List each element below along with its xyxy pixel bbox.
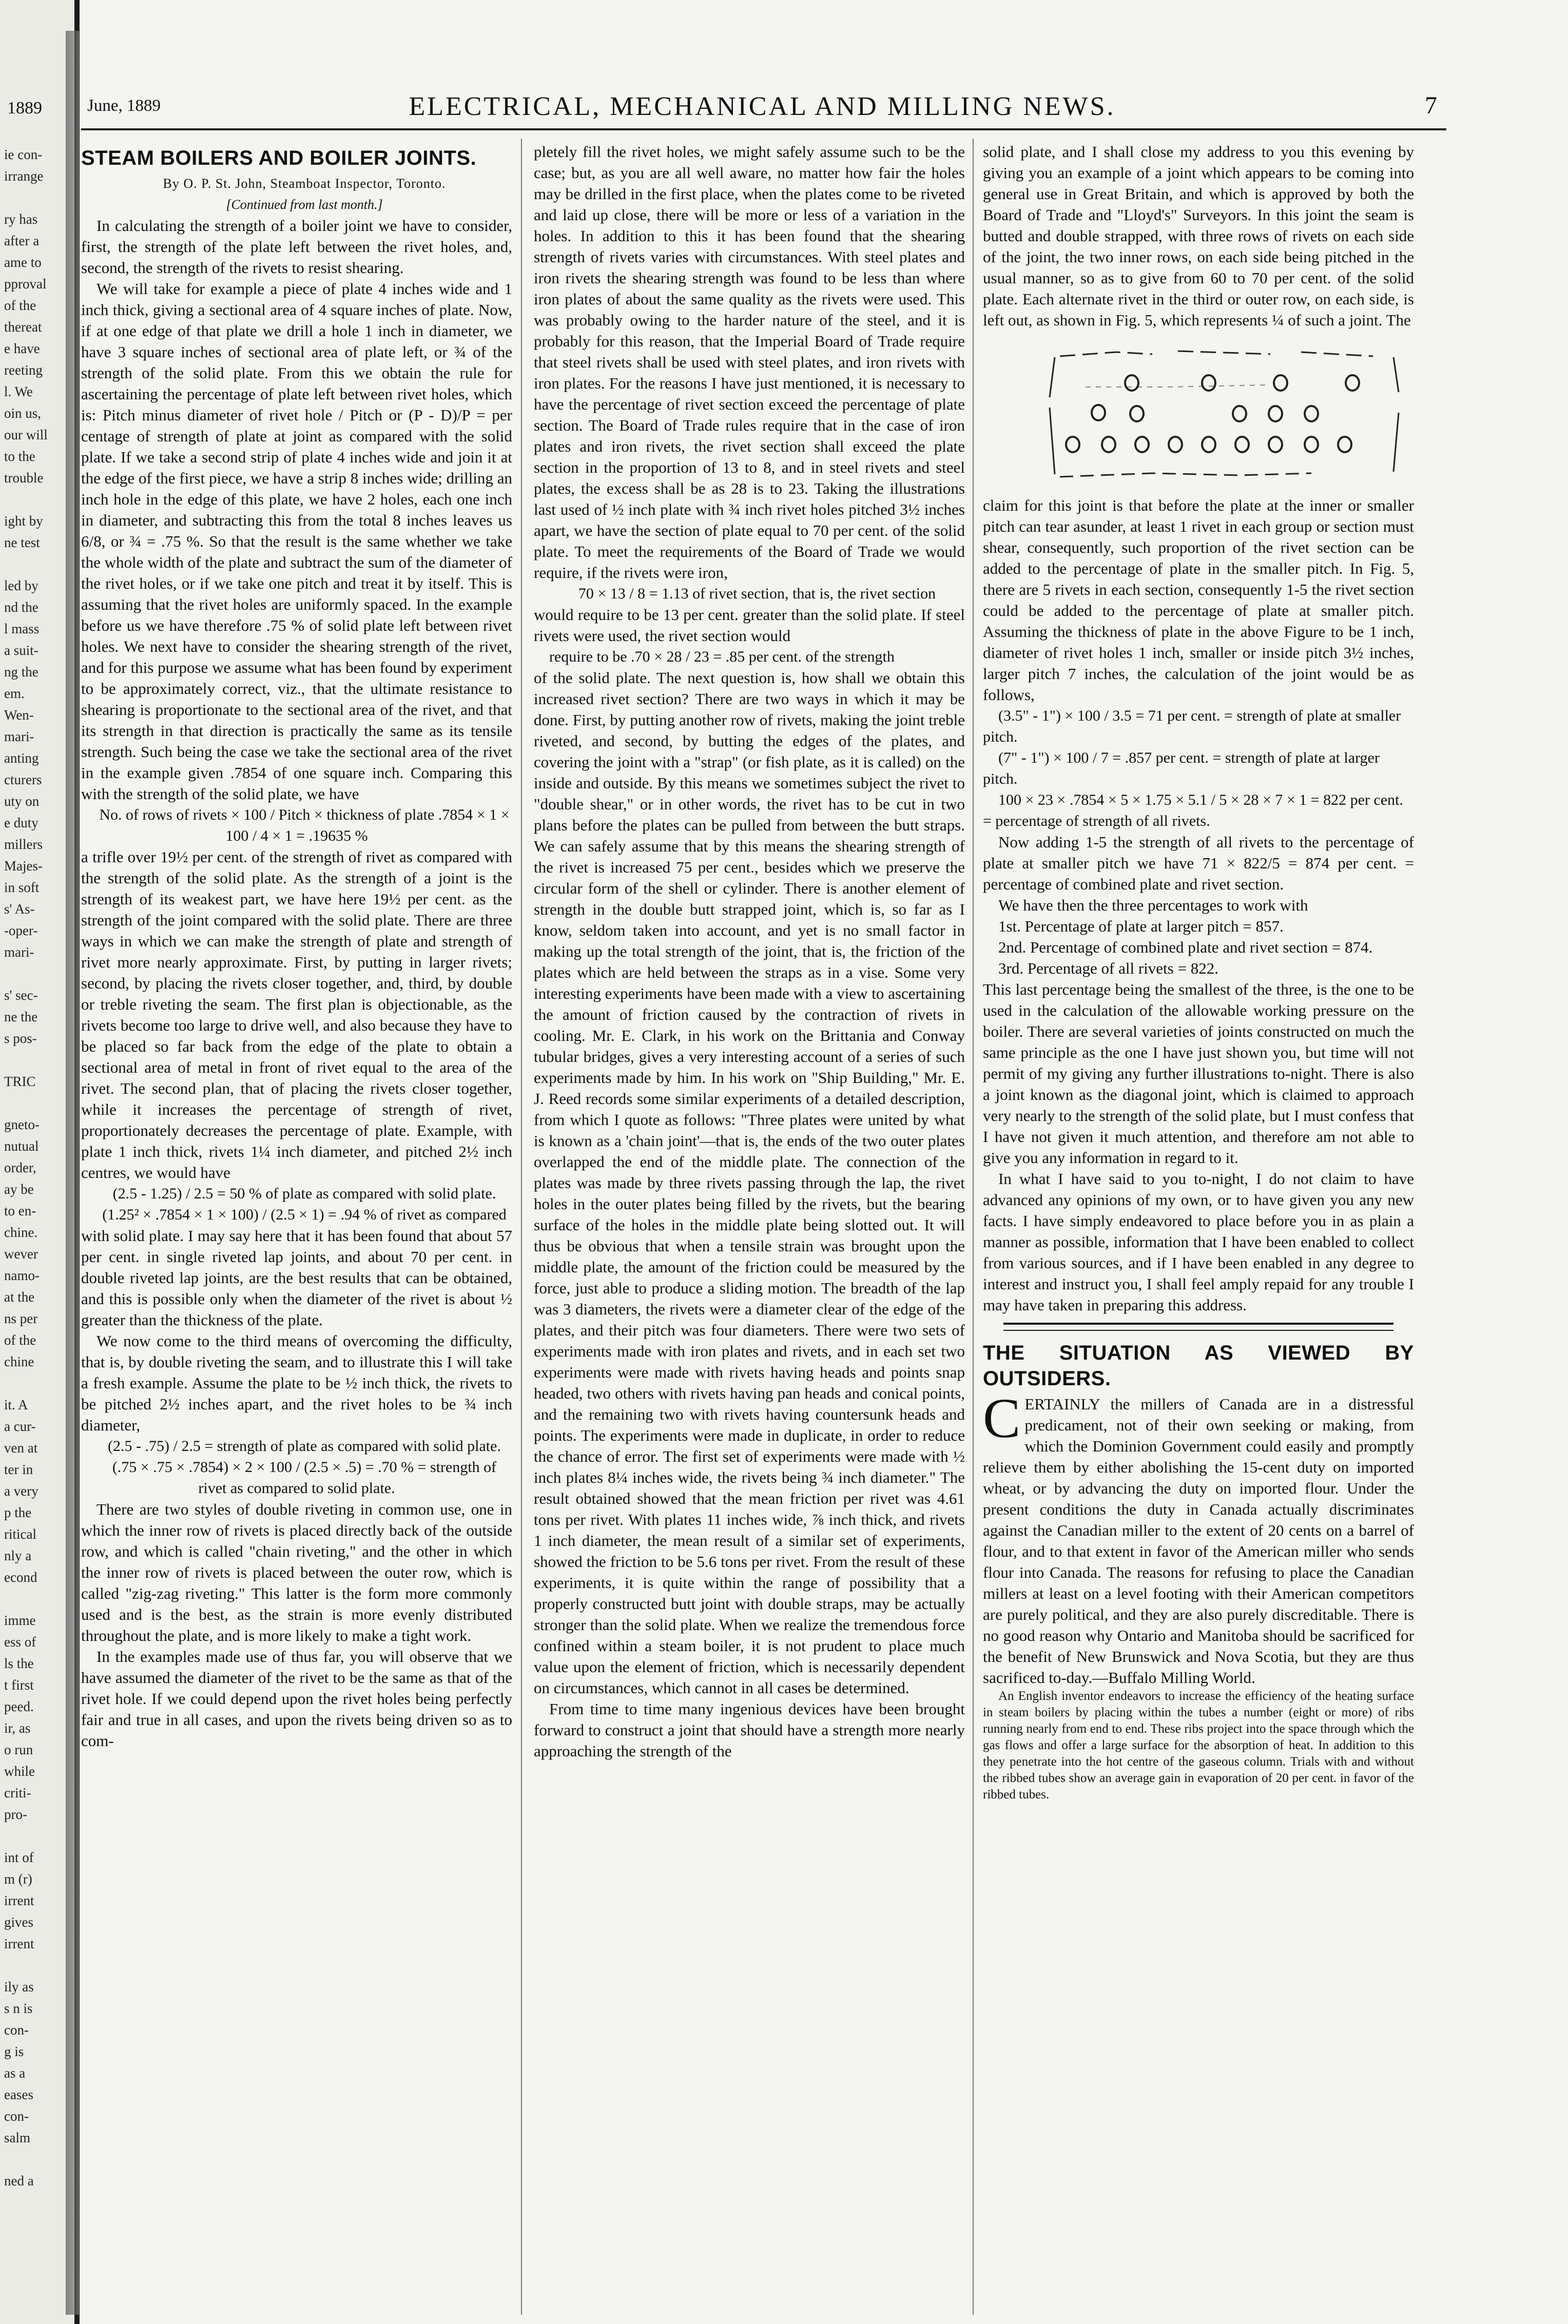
- adjacent-page-fragment: ns per: [4, 1311, 38, 1326]
- adjacent-page-fragment: -oper-: [4, 923, 38, 938]
- adjacent-page-fragment: wever: [4, 1246, 38, 1262]
- adjacent-page-fragment: after a: [4, 233, 40, 248]
- adjacent-page-fragment: salm: [4, 2130, 30, 2145]
- adjacent-page-fragment: gives: [4, 1914, 33, 1930]
- formula: 70 × 13 / 8 = 1.13 of rivet section, that is, the rivet section: [578, 585, 936, 602]
- column-divider: [521, 139, 522, 2315]
- adjacent-page-fragment: oin us,: [4, 405, 42, 421]
- adjacent-page-fragment: in soft: [4, 880, 40, 895]
- adjacent-page-fragment: reeting: [4, 362, 43, 378]
- adjacent-page-fragment: pproval: [4, 276, 47, 292]
- adjacent-page-fragment: uty on: [4, 793, 40, 809]
- adjacent-page-fragment: our will: [4, 427, 48, 442]
- formula: 100 × 23 × .7854 × 5 × 1.75 × 5.1 / 5 × 28 × 7 × 1 = 822 per cent. = percentage of strength of all rivets.: [983, 791, 1403, 829]
- adjacent-page-fragment: ie con-: [4, 147, 43, 162]
- adjacent-page-fragment: e have: [4, 341, 40, 356]
- adjacent-page-fragment: anting: [4, 750, 39, 766]
- adjacent-page-fragment: ne test: [4, 535, 40, 550]
- adjacent-page-fragment: thereat: [4, 319, 42, 335]
- adjacent-page-fragment: g is: [4, 2044, 24, 2059]
- adjacent-page-fragment: order,: [4, 1160, 36, 1175]
- adjacent-page-fragment: l. We: [4, 384, 33, 399]
- adjacent-page-fragment: int of: [4, 1850, 34, 1865]
- adjacent-page-fragment: imme: [4, 1613, 36, 1628]
- adjacent-page-fragment: gneto-: [4, 1117, 40, 1132]
- binding-gutter: [66, 31, 79, 2315]
- adjacent-page-fragment: ir, as: [4, 1720, 31, 1736]
- adjacent-page-fragment: a very: [4, 1483, 38, 1499]
- adjacent-page-fragment: Majes-: [4, 858, 43, 874]
- adjacent-page-fragment: l mass: [4, 621, 40, 636]
- adjacent-page-fragment: chine.: [4, 1225, 38, 1240]
- formula: No. of rows of rivets × 100 / Pitch × thickness of plate .7854 × 1 × 100 / 4 × 1 = .19635 %: [99, 806, 510, 844]
- section-rule: [1003, 1323, 1393, 1331]
- paragraph: [983, 1387, 1414, 1688]
- adjacent-page-fragment: ess of: [4, 1634, 36, 1650]
- adjacent-page-fragment: m (r): [4, 1871, 32, 1887]
- adjacent-page-fragment: cturers: [4, 772, 42, 787]
- article-title: STEAM BOILERS AND BOILER JOINTS.: [81, 147, 477, 169]
- paragraph: with solid plate. I may say here that it has been found that about 57 per cent. in single riveted lap joints, and about 70 per cent. in double riveted lap joints, are the best results that can be obtained, and this is possible only when the diameter of the rivet is about ½ greater than the thickness of the plate.: [81, 1227, 512, 1329]
- adjacent-page-fragment: of the: [4, 298, 36, 313]
- adjacent-page-fragment: ritical: [4, 1526, 36, 1542]
- column-divider: [973, 139, 974, 2315]
- adjacent-page-fragment: ven at: [4, 1440, 38, 1456]
- adjacent-page-fragment: criti-: [4, 1785, 31, 1800]
- paragraph: solid plate, and I shall close my address to you this evening by giving you an example of a joint which appears to be coming into general use in Great Britain, and which is approved by both the Board of Trade and "Lloyd's" Surveyors. In this joint the seam is butted and double strapped, with three rows of rivets on each side of the joint, the two inner rows, on each side being pitched in the usual manner, so as to give from 60 to 70 per cent. of the solid plate. Each alternate rivet in the third or outer row, on each side, is left out, as shown in Fig. 5, which represents ¼ of such a joint. The: [983, 143, 1414, 329]
- adjacent-page-fragment: chine: [4, 1354, 34, 1369]
- formula: (2.5 - 1.25) / 2.5 = 50 % of plate as compared with solid plate.: [112, 1185, 496, 1202]
- adjacent-page-fragment: ng the: [4, 664, 38, 680]
- adjacent-page-fragment: ay be: [4, 1182, 34, 1197]
- adjacent-page-fragment: irrange: [4, 168, 44, 184]
- adjacent-page-fragment: s' sec-: [4, 987, 38, 1003]
- adjacent-page-fragment: peed.: [4, 1699, 34, 1714]
- adjacent-page-fragment: nd the: [4, 599, 38, 615]
- adjacent-page-fragment: ry has: [4, 211, 38, 227]
- adjacent-page-fragment: ight by: [4, 513, 43, 529]
- adjacent-page-fragment: eases: [4, 2087, 33, 2102]
- drop-cap: C: [983, 1387, 1021, 1449]
- adjacent-page-fragment: ls the: [4, 1656, 34, 1671]
- article-body: ERTAINLY the millers of Canada are in a distressful predicament, not of their own seeking or making, from which the Dominion Government could easily and promptly relieve them by either abolishing the 15-cent duty on imported wheat, or by advancing the duty on imported flour. Under the present conditions the duty in Canada actually discriminates against the Canadian miller to the extent of 20 cents on a barrel of flour, and to that extent in favor of the American miller who sends flour into Canada. The reasons for refusing to place the Canadian millers at least on a level footing with their American competitors are purely political, and they are also purely discreditable. There is no good reason why Ontario and Manitoba should be sacrificed for the benefit of New Brunswick and Nova Scotia, but they are thus sacrificed to-day.—Buffalo Milling World.: [983, 1395, 1414, 1687]
- adjacent-page-fragment: irrent: [4, 1936, 34, 1951]
- adjacent-page-fragment: Wen-: [4, 707, 34, 723]
- adjacent-page-fragment: ne the: [4, 1009, 38, 1024]
- paragraph: In what I have said to you to-night, I do not claim to have advanced any opinions of my own, or to have given you any new facts. I have simply endeavored to place before you in as plain a manner as possible, information that I have been enabled to collect from various sources, and if I have been enabled in any degree to interest and instruct you, I shall feel amply repaid for any trouble I may have taken in preparing this address.: [983, 1170, 1414, 1314]
- adjacent-page-fragment: ter in: [4, 1462, 33, 1477]
- column-2: [534, 141, 965, 1761]
- adjacent-page-fragment: p the: [4, 1505, 32, 1520]
- adjacent-page-fragment: trouble: [4, 470, 44, 486]
- adjacent-page-fragment: econd: [4, 1570, 37, 1585]
- adjacent-page-fragment: t first: [4, 1677, 34, 1693]
- adjacent-page-fragment: at the: [4, 1289, 35, 1305]
- adjacent-page-fragment: s n is: [4, 2001, 33, 2016]
- adjacent-page-fragment: s pos-: [4, 1031, 37, 1046]
- header-rule: [81, 128, 1446, 130]
- paragraph: There are two styles of double riveting in common use, one in which the inner row of rivets is placed directly back of the outside row, and which is called "chain riveting," and the other in which the inner row of rivets is placed between the outer row, which is called "zig-zag riveting." This latter is the form more commonly used and is the best, as the strain is more evenly distributed throughout the plate, and is more likely to make a tight work.: [81, 1500, 512, 1644]
- paragraph: Now adding 1-5 the strength of all rivets to the percentage of plate at smaller pitch we have 71 × 822/5 = 874 per cent. = percentage of combined plate and rivet section.: [983, 833, 1414, 893]
- paragraph: a trifle over 19½ per cent. of the strength of rivet as compared with the strength of the solid plate. As the strength of a joint is the strength of its weakest part, we have here 19½ per cent. as the strength of the joint compared with the solid plate. There are three ways in which we can make the strength of plate and strength of rivet more nearly approximate. First, by putting in larger rivets; second, by placing the rivets closer together, and, third, by double or treble riveting the seam. The first plan is objectionable, as the rivets become too large to drive well, and also because they have to be placed so far back from the edge of the plate to obtain a sectional area of metal in front of rivet equal to the area of the rivet. The second plan, that of placing the rivets closer together, while it increases the percentage of strength of rivet, proportionately decreases the percentage of plate. Example, with plate 1 inch thick, rivets 1¼ inch diameter, and pitched 2½ inch centres, we would have: [81, 848, 512, 1182]
- adjacent-page-fragment: o run: [4, 1742, 33, 1757]
- rivet-joint-figure: [983, 336, 1414, 490]
- adjacent-page-fragment: irrent: [4, 1893, 34, 1908]
- formula: (1.25² × .7854 × 1 × 100) / (2.5 × 1) = .94 % of rivet as compared: [102, 1206, 507, 1223]
- adjacent-page-fragment: nutual: [4, 1138, 39, 1154]
- adjacent-page-fragment: mari-: [4, 944, 34, 960]
- paragraph: We will take for example a piece of plate 4 inches wide and 1 inch thick, giving a sectional area of 4 square inches of plate. Now, if at one edge of that plate we drill a hole 1 inch in diameter, we have 3 square inches of sectional area of plate left, or ¾ of the strength of the solid plate. From this we obtain the rule for ascertaining the percentage of plate left between rivet holes, which is: Pitch minus diameter of rivet hole / Pitch or (P - D)/P = per centage of strength of plate at joint as compared with the solid plate. If we take a second strip of plate 4 inches wide and join it at the edge of the first piece, we have a strip 8 inches wide; drilling an inch hole in the edge of this plate, we have 2 holes, each one inch in diameter, and subtracting this from the total 8 inches leaves us 6/8, or ¾ = .75 %. So that the result is the same whether we take the whole width of the plate and subtract the sum of the diameter of the rivet holes, or if we take one pitch and treat it by itself. This is assuming that the rivet holes are uniformly spaced. In the example before us we have therefore .75 % of solid plate left between rivet holes. We next have to consider the shearing strength of the rivet, and for this purpose we assume what has been found by experiment to be approximately correct, viz., that the ultimate resistance to shearing is proportionate to the sectional area of the rivet, and that its strength in that direction is practically the same as its tensile strength. Such being the case we take the sectional area of the rivet in the example given .7854 of one square inch. Comparing this with the strength of the solid plate, we have: [81, 280, 512, 803]
- column-3: [983, 141, 1414, 1803]
- list-item: 3rd. Percentage of all rivets = 822.: [998, 959, 1218, 977]
- adjacent-page-fragment: led by: [4, 578, 38, 593]
- article-title: THE SITUATION AS VIEWED BY OUTSIDERS.: [983, 1342, 1414, 1390]
- news-note: An English inventor endeavors to increase the efficiency of the heating surface in steam boilers by placing within the tubes a number (eight or more) of ribs running nearly from end to end. These ribs project into the space through which the gas flows and offer a large surface for the absorption of heat. In addition to this they penetrate into the hot centre of the gaseous column. Trials with and without the ribbed tubes show an average gain in evaporation of 20 per cent. in favor of the ribbed tubes.: [983, 1689, 1414, 1802]
- adjacent-page-fragment: con-: [4, 2022, 29, 2038]
- adjacent-page-fragment: con-: [4, 2108, 29, 2124]
- formula: (2.5 - .75) / 2.5 = strength of plate as compared with solid plate.: [108, 1438, 501, 1455]
- article-byline: By O. P. St. John, Steamboat Inspector, Toronto.: [163, 176, 446, 191]
- adjacent-page-fragment: TRIC: [4, 1074, 36, 1089]
- adjacent-page-fragment: while: [4, 1764, 35, 1779]
- adjacent-page-fragment: to the: [4, 449, 35, 464]
- adjacent-page-fragment: it. A: [4, 1397, 28, 1412]
- adjacent-page-fragment: s' As-: [4, 901, 35, 917]
- list-item: 1st. Percentage of plate at larger pitch = 857.: [998, 917, 1284, 935]
- formula: (7" - 1") × 100 / 7 = .857 per cent. = strength of plate at larger pitch.: [983, 749, 1380, 787]
- paragraph: would require to be 13 per cent. greater than the solid plate. If steel rivets were used, the rivet section would: [534, 606, 965, 645]
- paragraph: From time to time many ingenious devices have been brought forward to construct a joint that should have a strength more nearly approaching the strength of the: [534, 1700, 965, 1760]
- issue-date: June, 1889: [87, 96, 161, 115]
- rivet-joint-diagram: [983, 336, 1414, 490]
- paragraph: We have then the three percentages to work with: [998, 896, 1308, 914]
- adjacent-page-fragment: pro-: [4, 1807, 27, 1822]
- adjacent-page-fragment: a suit-: [4, 643, 38, 658]
- adjacent-page-fragment: ily as: [4, 1979, 34, 1994]
- adjacent-page-fragment: em.: [4, 686, 25, 701]
- publication-title: ELECTRICAL, MECHANICAL AND MILLING NEWS.: [409, 92, 1116, 121]
- formula: (.75 × .75 × .7854) × 2 × 100 / (2.5 × .5) = .70 % = strength of rivet as compared to solid plate.: [112, 1459, 497, 1497]
- adjacent-page-fragment: millers: [4, 837, 43, 852]
- adjacent-page-fragment: as a: [4, 2065, 26, 2081]
- list-item: 2nd. Percentage of combined plate and rivet section = 874.: [998, 938, 1373, 956]
- paragraph: In the examples made use of thus far, you will observe that we have assumed the diameter of the rivet to be the same as that of the rivet hole. If we could depend upon the rivet holes being perfectly fair and true in all cases, and upon the rivets being driven so as to com-: [81, 1648, 512, 1750]
- adjacent-page-fragment: to en-: [4, 1203, 36, 1218]
- adjacent-page-year: 1889: [7, 99, 42, 118]
- adjacent-page-fragment: ame to: [4, 255, 42, 270]
- formula: require to be .70 × 28 / 23 = .85 per cent. of the strength: [549, 648, 895, 665]
- adjacent-page-fragment: ned a: [4, 2173, 34, 2189]
- formula: (3.5" - 1") × 100 / 3.5 = 71 per cent. = strength of plate at smaller pitch.: [983, 707, 1401, 745]
- paragraph: We now come to the third means of overcoming the difficulty, that is, by double riveting the seam, and to illustrate this I will take a fresh example. Assume the plate to be ½ inch thick, the rivets to be pitched 2½ inches apart, and the rivet holes to be ¾ inch diameter,: [81, 1332, 512, 1434]
- continued-note: [Continued from last month.]: [226, 197, 383, 212]
- page-header: [87, 91, 1437, 127]
- adjacent-page-fragment: mari-: [4, 729, 34, 744]
- adjacent-page-fragment: namo-: [4, 1268, 40, 1283]
- paragraph: of the solid plate. The next question is, how shall we obtain this increased rivet section? There are two ways in which it may be done. First, by putting another row of rivets, making the joint treble riveted, and second, by butting the edges of the plates, and covering the joint with a "strap" (or fish plate, as it is called) on the inside and outside. By this means we sometimes subject the rivet to "double shear," or in other words, the rivet has to be cut in two plans before the plates can be pulled from between the butt straps. We can safely assume that by this means the shearing strength of the rivet is increased 75 per cent., besides which we preserve the circular form of the shell or cylinder. There is another element of strength in the double butt strapped joint, which is, so far as I know, seldom taken into account, and yet is no small factor in making up the total strength of the joint, that is, the friction of the plates which are held between the straps as in a vise. Some very interesting experiments have been made with a view to ascertaining the amount of friction caused by the contraction of rivets in cooling. Mr. E. Clark, in his work on the Brittania and Conway tubular bridges, gives a very interesting account of a series of such experiments made by him. In his work on "Ship Building," Mr. E. J. Reed records some similar experiments of a detailed description, from which I quote as follows: "Three plates were united by what is known as a 'chain joint'—that is, the ends of the two outer plates overlapped the end of the middle plate. The connection of the plates was made by three rivets passing through the lap, the rivet holes in the outer plates being filled by the rivets, but the bearing surface of the holes in the middle plate being slotted out. It will thus be obvious that when a tensile strain was brought upon the middle plate, the amount of the friction could be measured by the force, just able to produce a sliding motion. The breadth of the lap was 3 diameters, the rivets were a diameter clear of the edge of the plates, and their pitch was four diameters. There were two sets of experiments made with iron plates and rivets, and in each set two experiments were made with rivets having heads and points snap headed, two others with rivets having pan heads and conical points, and the remaining two with rivets having countersunk heads and points. The experiments were made in duplicate, in order to reduce the chance of error. The first set of experiments were made with ½ inch plates 8¼ inches wide, the rivets being ¾ inch diameter." The result obtained showed that the mean friction per rivet was 4.61 tons per rivet. With plates 11 inches wide, ⅞ inch thick, and rivets 1 inch diameter, the mean result of a similar set of experiments, showed the friction to be 5.6 tons per rivet. From the result of these experiments, it is quite within the range of possibility that a properly constructed butt joint with double straps, may be actually stronger than the solid plate. When we realize the tremendous force confined within a steam boiler, it is not prudent to place much value upon the element of friction, which is necessarily dependent on circumstances, which cannot in all cases be determined.: [534, 669, 965, 1697]
- paragraph: This last percentage being the smallest of the three, is the one to be used in the calculation of the allowable working pressure on the boiler. There are several varieties of joints constructed on much the same principle as the one I have just shown you, but time will not permit of my giving any further illustrations to-night. There is also a joint known as the diagonal joint, which is claimed to approach very nearly to the strength of the solid plate, but I must confess that I have not given it much attention, and therefore am not able to give you any information in regard to it.: [983, 980, 1414, 1167]
- column-1: [81, 141, 512, 1751]
- adjacent-page-fragment: nly a: [4, 1548, 32, 1563]
- adjacent-page-fragment: of the: [4, 1332, 36, 1348]
- adjacent-page-fragment: a cur-: [4, 1419, 36, 1434]
- page-number: 7: [1425, 92, 1437, 119]
- paragraph: In calculating the strength of a boiler joint we have to consider, first, the strength of the plate left between the rivet holes, and, second, the strength of the rivets to resist shearing.: [81, 217, 512, 277]
- paragraph: pletely fill the rivet holes, we might safely assume such to be the case; but, as you are all well aware, no matter how fair the holes may be drilled in the first place, when the plates come to be riveted and laid up close, there will be more or less of a variation in the holes. In addition to this it has been found that the shearing strength of rivets varies with circumstances. With steel plates and iron rivets the shearing strength was found to be less than where iron plates of about the same quality as the rivets were used. This was probably owing to the harder nature of the steel, and it is probably for this reason, that the Imperial Board of Trade require that steel rivets shall be used with steel plates, and iron rivets with iron plates. For the reasons I have just mentioned, it is necessary to have the percentage of rivet section exceed the percentage of plate section. The Board of Trade rules require that in the case of iron plates and iron rivets, the rivet section shall exceed the plate section in the proportion of 13 to 8, and in steel rivets and steel plates, the excess shall be as 28 is to 23. Taking the illustrations last used of ½ inch plate with ¾ inch rivet holes pitched 3½ inches apart, we have the section of plate equal to 70 per cent. of the solid plate. To meet the requirements of the Board of Trade we would require, if the rivets were iron,: [534, 143, 965, 582]
- paragraph: claim for this joint is that before the plate at the inner or smaller pitch can tear asunder, at least 1 rivet in each group or section must shear, consequently, such proportion of the rivet section can be added to the percentage of plate in the smaller pitch. In Fig. 5, there are 5 rivets in each section, consequently 1-5 the rivet section could be added to the percentage of plate at smaller pitch. Assuming the thickness of plate in the above Figure to be 1 inch, diameter of rivet holes 1 inch, smaller or inside pitch 3½ inches, larger pitch 7 inches, the calculation of the joint would be as follows,: [983, 496, 1414, 704]
- adjacent-page-fragment: e duty: [4, 815, 38, 830]
